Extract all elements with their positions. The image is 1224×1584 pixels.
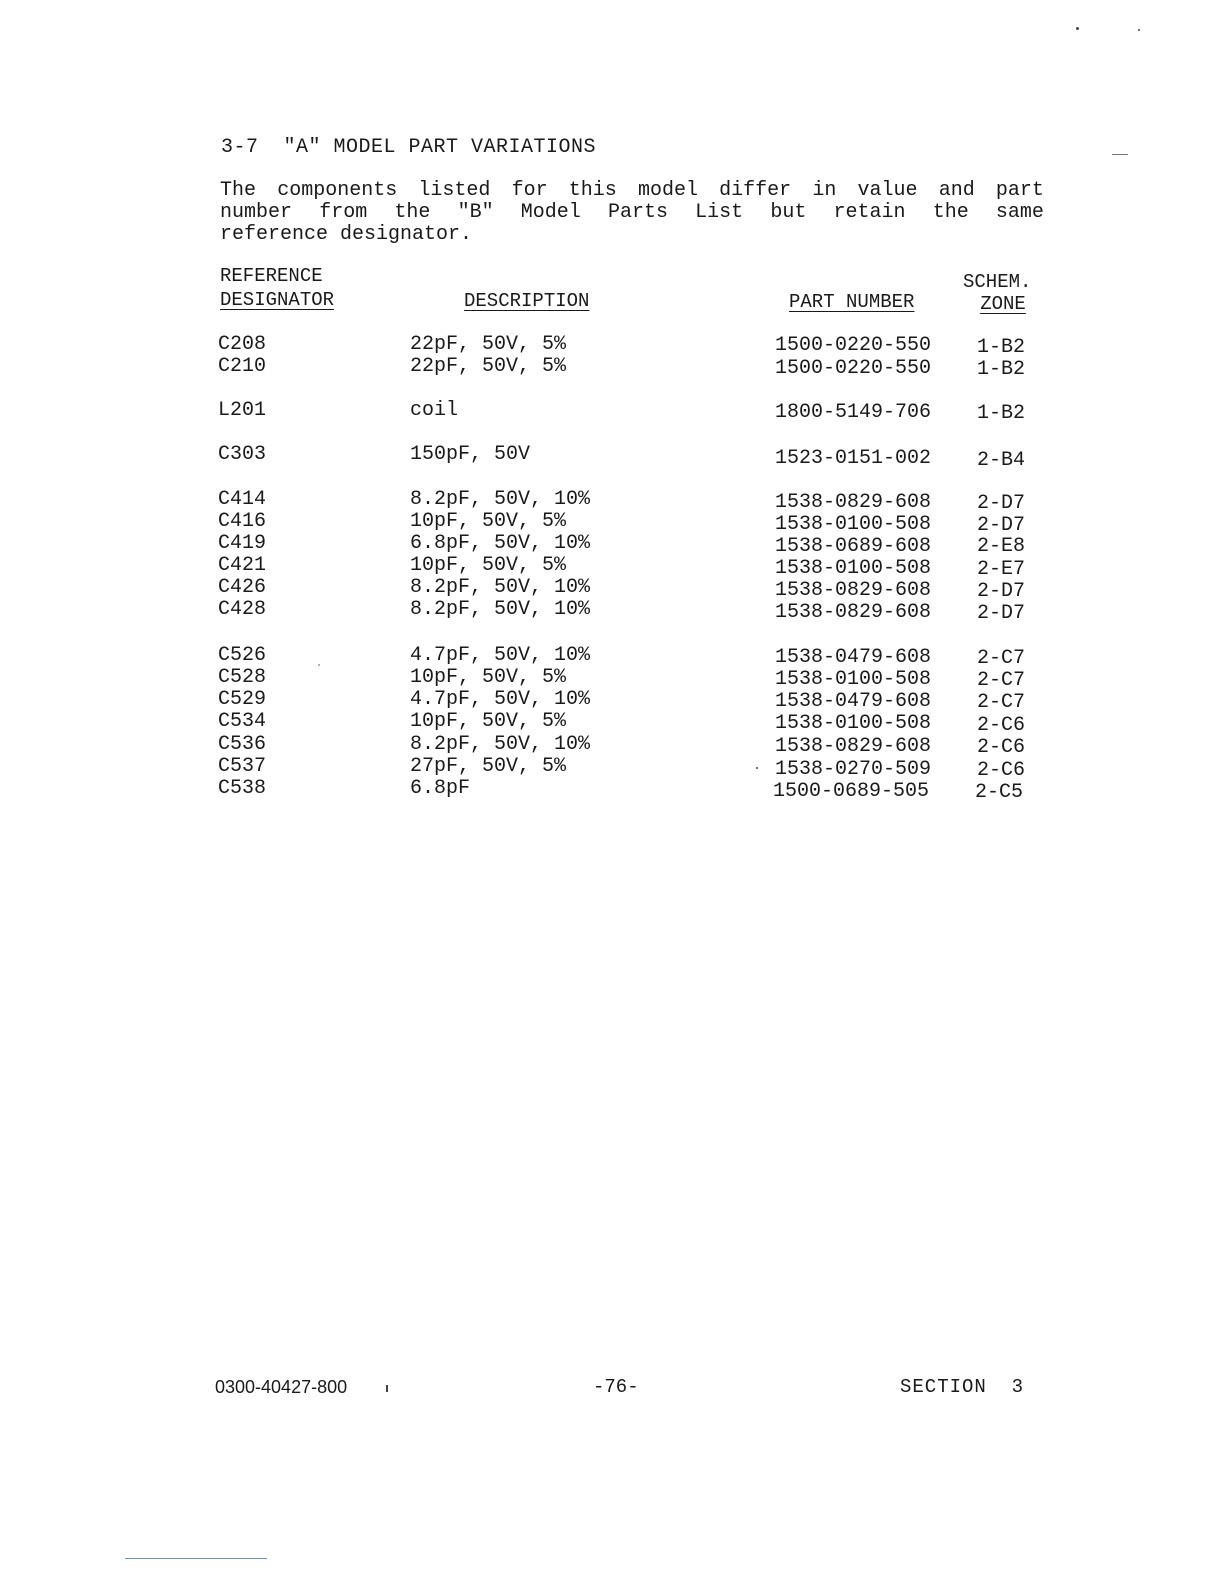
ref-designator-cell: C416: [218, 510, 267, 533]
ref-designator-cell: C419: [218, 532, 267, 555]
scan-mark: [1112, 154, 1128, 155]
intro-word: reference designator.: [220, 223, 473, 246]
zone-cell: 1-B2: [977, 336, 1026, 359]
table-row: [0, 333, 1224, 359]
zone-cell: 2-C5: [975, 781, 1024, 804]
table-row: [0, 777, 1224, 804]
description-cell: 8.2pF, 50V, 10%: [410, 488, 591, 511]
zone-cell: 2-E8: [977, 535, 1026, 558]
intro-line-2: [220, 202, 1044, 224]
zone-cell: 1-B2: [977, 358, 1026, 381]
intro-word: the: [394, 201, 431, 224]
intro-word: this: [568, 179, 617, 202]
zone-cell: 2-C7: [977, 647, 1026, 670]
description-cell: 150pF, 50V: [410, 443, 531, 466]
description-cell: 8.2pF, 50V, 10%: [410, 576, 591, 599]
intro-word: Model: [520, 201, 581, 224]
page-number: -76-: [593, 1376, 639, 1398]
intro-word: for: [511, 179, 548, 202]
ref-designator-cell: C528: [218, 666, 267, 689]
table-row: [0, 443, 1224, 472]
ref-designator-cell: C414: [218, 488, 267, 511]
intro-line-3: [220, 224, 1044, 246]
intro-word: "B": [457, 201, 494, 224]
table-row: [0, 644, 1224, 670]
part-number-cell: 1538-0100-508: [775, 668, 932, 691]
table-row: [0, 666, 1224, 692]
part-number-cell: 1538-0829-608: [775, 601, 932, 624]
scan-speck: [756, 767, 758, 769]
intro-word: and: [938, 179, 975, 202]
description-cell: coil: [410, 399, 459, 422]
description-cell: 10pF, 50V, 5%: [410, 666, 567, 689]
part-number-cell: 1500-0689-505: [773, 780, 930, 803]
zone-cell: 2-B4: [977, 449, 1026, 472]
description-cell: 27pF, 50V, 5%: [410, 755, 567, 778]
header-description: DESCRIPTION: [464, 290, 590, 312]
ref-designator-cell: C426: [218, 576, 267, 599]
part-number-cell: 1500-0220-550: [775, 334, 932, 357]
ref-designator-cell: C428: [218, 598, 267, 621]
table-row: [0, 532, 1224, 558]
table-row: [0, 355, 1224, 381]
description-cell: 10pF, 50V, 5%: [410, 710, 567, 733]
intro-word: part: [995, 179, 1044, 202]
intro-word: components: [277, 179, 398, 202]
part-number-cell: 1538-0100-508: [775, 513, 932, 536]
intro-word: value: [857, 179, 918, 202]
ref-designator-cell: C534: [218, 710, 267, 733]
description-cell: 22pF, 50V, 5%: [410, 333, 567, 356]
intro-word: model: [637, 179, 698, 202]
table-row: [0, 688, 1224, 714]
intro-word: in: [812, 179, 837, 202]
intro-word: same: [995, 201, 1044, 224]
header-schem: SCHEM.: [963, 271, 1032, 293]
description-cell: 8.2pF, 50V, 10%: [410, 598, 591, 621]
ref-designator-cell: C529: [218, 688, 267, 711]
scan-mark: [386, 1385, 388, 1392]
description-cell: 6.8pF: [410, 777, 471, 800]
ref-designator-cell: C526: [218, 644, 267, 667]
ref-designator-cell: C537: [218, 755, 267, 778]
description-cell: 4.7pF, 50V, 10%: [410, 688, 591, 711]
intro-word: Parts: [607, 201, 668, 224]
table-row: [0, 598, 1224, 625]
section-heading: 3-7 "A" MODEL PART VARIATIONS: [221, 136, 597, 159]
intro-word: differ: [719, 179, 792, 202]
intro-word: but: [770, 201, 807, 224]
table-row: [0, 576, 1224, 603]
intro-word: number: [220, 201, 293, 224]
ref-designator-cell: C536: [218, 733, 267, 756]
header-part-number: PART NUMBER: [789, 291, 915, 313]
part-number-cell: 1538-0100-508: [775, 712, 932, 735]
table-row: [0, 755, 1224, 782]
part-number-cell: 1523-0151-002: [775, 447, 932, 470]
ref-designator-cell: C208: [218, 333, 267, 356]
zone-cell: 2-C7: [977, 669, 1026, 692]
intro-word: retain: [833, 201, 906, 224]
ref-designator-cell: C210: [218, 355, 267, 378]
intro-line-1: [220, 180, 1044, 202]
document-number: 0300-40427-800: [215, 1377, 348, 1397]
header-reference: REFERENCE: [220, 265, 323, 287]
part-number-cell: 1538-0270-509: [775, 758, 932, 781]
scan-speck: [1138, 29, 1140, 31]
table-row: [0, 733, 1224, 759]
description-cell: 22pF, 50V, 5%: [410, 355, 567, 378]
part-number-cell: 1538-0689-608: [775, 535, 932, 558]
ref-designator-cell: L201: [218, 399, 267, 422]
zone-cell: 1-B2: [977, 402, 1026, 425]
scan-speck: [318, 664, 320, 666]
header-designator: DESIGNATOR: [220, 289, 335, 311]
intro-paragraph: [220, 180, 1044, 246]
zone-cell: 2-D7: [977, 602, 1026, 625]
part-number-cell: 1538-0829-608: [775, 491, 932, 514]
zone-cell: 2-C6: [977, 714, 1026, 737]
intro-word: The: [220, 179, 257, 202]
zone-cell: 2-D7: [977, 514, 1026, 537]
description-cell: 8.2pF, 50V, 10%: [410, 733, 591, 756]
description-cell: 4.7pF, 50V, 10%: [410, 644, 591, 667]
intro-word: the: [932, 201, 969, 224]
part-number-cell: 1538-0479-608: [775, 646, 932, 669]
table-row: [0, 710, 1224, 737]
zone-cell: 2-C6: [977, 759, 1026, 782]
description-cell: 10pF, 50V, 5%: [410, 554, 567, 577]
part-number-cell: 1538-0100-508: [775, 557, 932, 580]
ref-designator-cell: C538: [218, 777, 267, 800]
description-cell: 6.8pF, 50V, 10%: [410, 532, 591, 555]
table-row: [0, 399, 1224, 425]
zone-cell: 2-E7: [977, 558, 1026, 581]
zone-cell: 2-D7: [977, 580, 1026, 603]
zone-cell: 2-C7: [977, 691, 1026, 714]
header-zone: ZONE: [980, 293, 1026, 315]
part-number-cell: 1538-0829-608: [775, 735, 932, 758]
part-number-cell: 1538-0829-608: [775, 579, 932, 602]
part-number-cell: 1538-0479-608: [775, 690, 932, 713]
ref-designator-cell: C421: [218, 554, 267, 577]
zone-cell: 2-C6: [977, 736, 1026, 759]
intro-word: List: [695, 201, 744, 224]
zone-cell: 2-D7: [977, 492, 1026, 515]
part-number-cell: 1800-5149-706: [775, 401, 932, 424]
scan-speck: [1076, 27, 1079, 30]
intro-word: from: [319, 201, 368, 224]
table-row: [0, 554, 1224, 581]
intro-word: listed: [418, 179, 491, 202]
scan-edge-line: [125, 1558, 267, 1559]
table-row: [0, 510, 1224, 537]
description-cell: 10pF, 50V, 5%: [410, 510, 567, 533]
ref-designator-cell: C303: [218, 443, 267, 466]
section-label: SECTION 3: [900, 1376, 1025, 1398]
part-number-cell: 1500-0220-550: [775, 357, 932, 380]
table-row: [0, 488, 1224, 515]
